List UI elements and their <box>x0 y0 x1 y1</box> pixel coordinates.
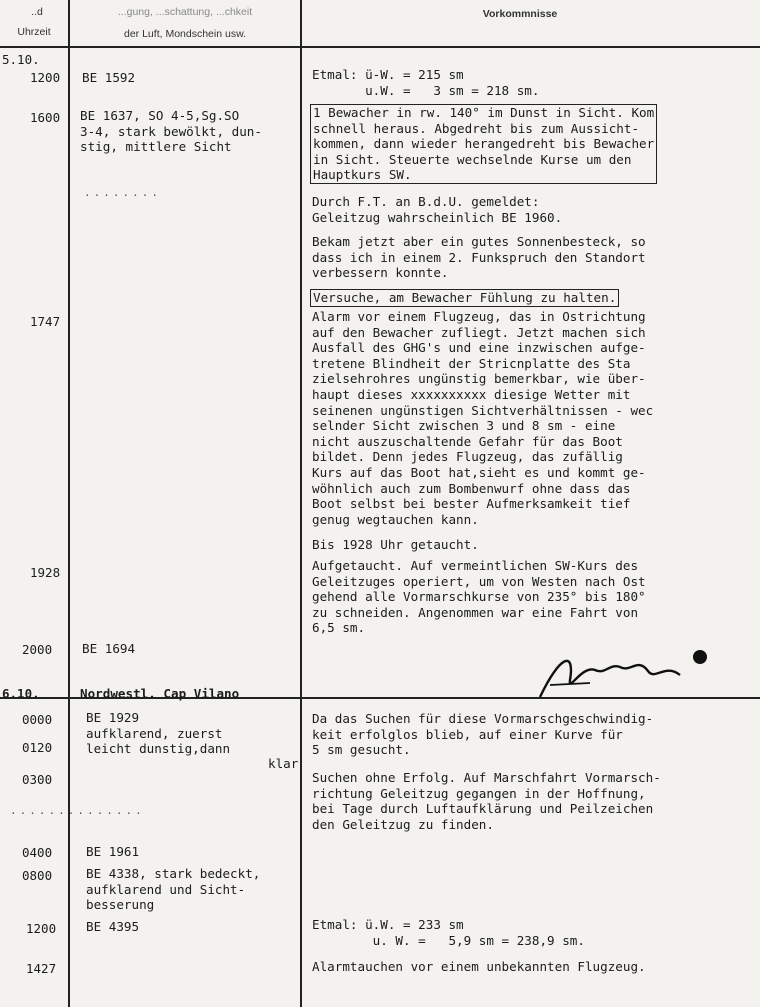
entry-contact: Versuche, am Bewacher Fühlung zu halten. <box>310 289 619 307</box>
entry-aircraft-alarm: Alarm vor einem Flugzeug, das in Ostrichtung auf den Bewacher zufliegt. Jetzt machen sich Ausfall des GHG's und eine inzwischen aufge- tretene Blindheit der Stricnplatte des Sta zielsehrohres ungünstig bemerkbar, wie über- haupt dieses xxxxxxxxxx diesige Wetter mit seinenen ungünstigen Sichtverhältnissen - wec selnder Sicht zwischen 3 und 8 sm - eine nicht auszuschaltende Gefahr für das Boot bildet. Denn jedes Flugzeug, das zufällig Kurs auf das Boot hat,sieht es und kommt ge- wöhnlich auch zum Bombenwurf ohne dass das Boot selbst bei bester Aufmerksamkeit tief genug wegtauchen kann. <box>312 309 654 527</box>
entry-bewacher-sighted: 1 Bewacher in rw. 140° im Dunst in Sicht. Kom schnell heraus. Abgedreht bis zum Aussicht- kommen, dann wieder herangedreht bis Bewacher in Sicht. Steuerte wechselnde Kurse um den Hauptkurs SW. <box>310 104 657 184</box>
date-oct-6: 6.10. <box>2 686 40 701</box>
weather-row-11: BE 1929 aufklarend, zuerst leicht dunstig,dann <box>86 710 231 757</box>
time-2000: 2000 <box>22 642 53 657</box>
time-1928: 1928 <box>30 565 61 580</box>
entry-search-fail: Suchen ohne Erfolg. Auf Marschfahrt Vormarsch- richtung Geleitzug gegangen in der Hoffnung, bei Tage durch Luftaufklärung und Peilzeichen den Geleitzug zu finden. <box>312 770 661 832</box>
header-time-top: ..d <box>31 6 43 18</box>
time-1200: 1200 <box>30 70 61 85</box>
time-0120: 0120 <box>22 740 53 755</box>
entry-ft-report: Durch F.T. an B.d.U. gemeldet: Geleitzug wahrscheinlich BE 1960. <box>312 194 563 225</box>
time-1747: 1747 <box>30 314 61 329</box>
dotted-separator-1: ........ <box>84 186 161 199</box>
header-rule <box>0 46 760 48</box>
header-time: Uhrzeit <box>17 26 51 38</box>
column-rule-weather <box>300 0 302 1007</box>
header-events: Vorkommnisse <box>482 8 558 20</box>
position-row-9: BE 1694 <box>82 641 136 656</box>
time-0000: 0000 <box>22 712 53 727</box>
time-1427: 1427 <box>26 961 57 976</box>
etmal-entry-1: Etmal: ü-W. = 215 sm u.W. = 3 sm = 218 sm. <box>312 67 540 98</box>
time-1200-b: 1200 <box>26 921 57 936</box>
entry-sun-fix: Bekam jetzt aber ein gutes Sonnenbesteck, so dass ich in einem 2. Funkspruch den Standort verbessern konnte. <box>312 234 646 281</box>
location-cap-vilano: Nordwestl. Cap Vilano <box>80 686 240 701</box>
weather-row-2: BE 1637, SO 4-5,Sg.SO 3-4, stark bewölkt, dun- stig, mittlere Sicht <box>80 108 262 155</box>
header-weather-top: ...gung, ...schattung, ...chkeit <box>117 6 253 18</box>
weather-row-15: BE 4338, stark bedeckt, aufklarend und Sicht- besserung <box>86 866 261 913</box>
dotted-separator-2: .............. <box>10 804 145 817</box>
time-0800: 0800 <box>22 868 53 883</box>
weather-clear: klar <box>268 756 299 771</box>
etmal-entry-2: Etmal: ü.W. = 233 sm u. W. = 5,9 sm = 238,9 sm. <box>312 917 585 948</box>
date-oct-5: 5.10. <box>2 52 40 67</box>
position-row-14: BE 1961 <box>86 844 140 859</box>
position-row-1: BE 1592 <box>82 70 136 85</box>
column-rule-time <box>68 0 70 1007</box>
entry-search-curve: Da das Suchen für diese Vormarschgeschwindig- keit erfolglos blieb, auf einer Kurve für 5 sm gesucht. <box>312 711 654 758</box>
position-row-16: BE 4395 <box>86 919 140 934</box>
entry-surfaced: Aufgetaucht. Auf vermeintlichen SW-Kurs des Geleitzuges operiert, um von Westen nach Ost gehend alle Vormarschkurse von 235° bis 180° zu schneiden. Angenommen war eine Fahrt von 6,5 sm. <box>312 558 646 636</box>
time-0300: 0300 <box>22 772 53 787</box>
time-0400: 0400 <box>22 845 53 860</box>
entry-submerged: Bis 1928 Uhr getaucht. <box>312 537 479 552</box>
signature-mark <box>520 645 710 705</box>
header-weather: der Luft, Mondschein usw. <box>124 28 246 40</box>
entry-alarm-dive: Alarmtauchen vor einem unbekannten Flugzeug. <box>312 959 646 974</box>
time-1600: 1600 <box>30 110 61 125</box>
